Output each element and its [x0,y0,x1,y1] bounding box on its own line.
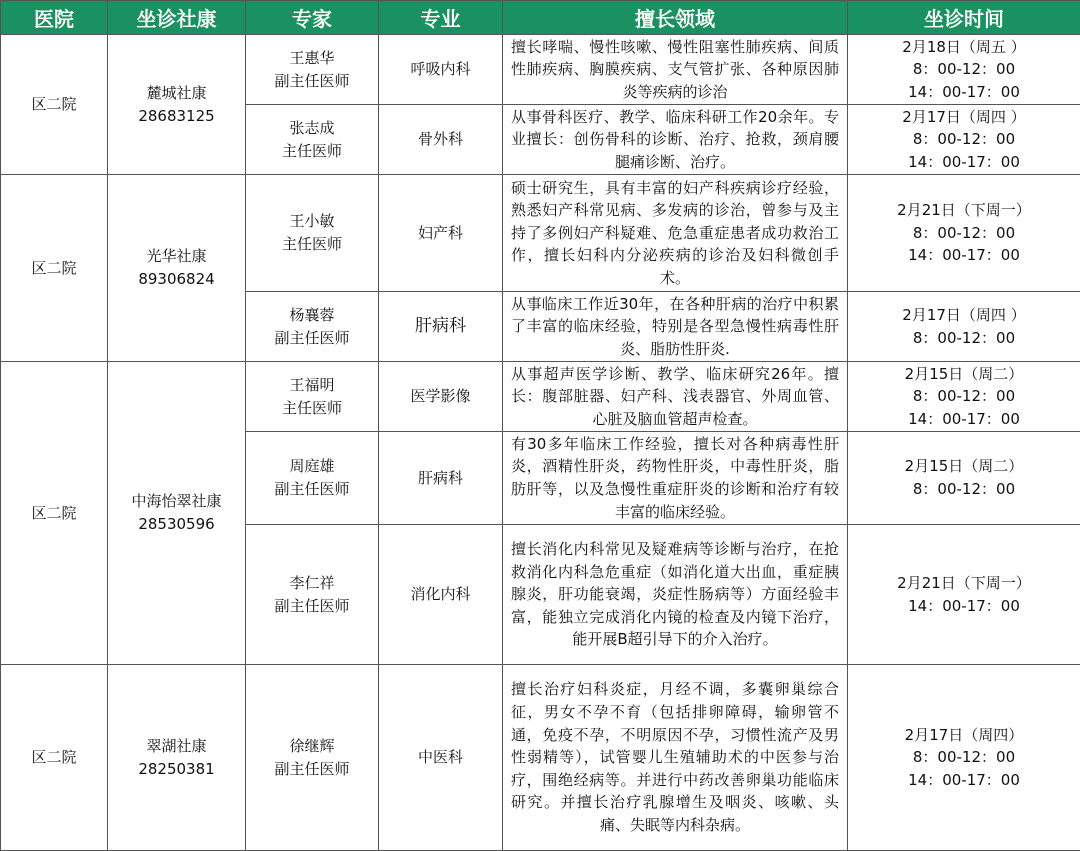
dept-cell: 消化内科 [379,525,503,665]
schedule-cell [848,105,1080,175]
schedule-cell [848,362,1080,432]
schedule-afternoon: 14：00-17：00 [852,244,1076,267]
expert-title: 副主任医师 [250,478,374,501]
schedule-afternoon: 14：00-17：00 [852,595,1076,618]
schedule-morning: 8：00-12：00 [852,478,1076,501]
schedule-afternoon: 14：00-17：00 [852,408,1076,431]
schedule-date: 2月21日（下周一） [852,572,1076,595]
specialty-cell: 从事超声医学诊断、教学、临床研究26年。擅长：腹部脏器、妇产科、浅表器官、外周血管、心脏及脑血管超声检查。 [503,362,848,432]
schedule-afternoon: 14：00-17：00 [852,81,1076,104]
hospital-cell: 区二院 [1,362,108,665]
specialty-cell: 从事骨科医疗、教学、临床科研工作20余年。专业擅长：创伤骨科的诊断、治疗、抢救，颈肩腰腿痛诊断、治疗。 [503,105,848,175]
schedule-cell [848,175,1080,292]
schedule-date: 2月15日（周二） [852,363,1076,386]
expert-cell [246,175,379,292]
expert-title: 主任医师 [250,233,374,256]
schedule-morning: 8：00-12：00 [852,327,1076,350]
expert-name: 王小敏 [250,210,374,233]
schedule-morning: 8：00-12：00 [852,746,1076,769]
hospital-cell: 区二院 [1,175,108,362]
community-name: 光华社康 [112,245,241,268]
schedule-date: 2月15日（周二） [852,455,1076,478]
expert-cell [246,362,379,432]
community-name: 翠湖社康 [112,735,241,758]
expert-title: 副主任医师 [250,327,374,350]
specialty-cell: 有30多年临床工作经验，擅长对各种病毒性肝炎，酒精性肝炎，药物性肝炎，中毒性肝炎，脂肪肝等，以及急慢性重症肝炎的诊断和治疗有较丰富的临床经验。 [503,432,848,525]
expert-title: 主任医师 [250,140,374,163]
expert-cell [246,432,379,525]
schedule-cell [848,432,1080,525]
expert-name: 王福明 [250,374,374,397]
specialty-cell: 从事临床工作近30年，在各种肝病的治疗中积累了丰富的临床经验，特别是各型急慢性病毒性肝炎、脂肪性肝炎. [503,292,848,362]
community-cell [108,362,246,665]
expert-cell [246,665,379,851]
community-name: 麓城社康 [112,82,241,105]
schedule-date: 2月17日（周四 ） [852,304,1076,327]
schedule-afternoon: 14：00-17：00 [852,151,1076,174]
community-phone: 28683125 [112,105,241,128]
community-cell [108,665,246,851]
dept-cell: 呼吸内科 [379,35,503,105]
specialty-cell: 擅长哮喘、慢性咳嗽、慢性阻塞性肺疾病、间质性肺疾病、胸膜疾病、支气管扩张、各种原因肺炎等疾病的诊治 [503,35,848,105]
expert-cell [246,292,379,362]
header-time: 坐诊时间 [848,1,1080,35]
table-row [1,665,1080,851]
community-cell [108,175,246,362]
schedule-date: 2月21日（下周一） [852,199,1076,222]
table-row [1,362,1080,432]
header-hospital: 医院 [1,1,108,35]
dept-cell: 妇产科 [379,175,503,292]
expert-name: 周庭雄 [250,455,374,478]
community-cell [108,35,246,175]
hospital-cell: 区二院 [1,665,108,851]
table-row [1,175,1080,292]
expert-name: 杨襄蓉 [250,304,374,327]
dept-cell: 中医科 [379,665,503,851]
schedule-cell [848,525,1080,665]
header-row [1,1,1080,35]
schedule-cell [848,665,1080,851]
schedule-morning: 8：00-12：00 [852,128,1076,151]
dept-cell: 骨外科 [379,105,503,175]
schedule-morning: 8：00-12：00 [852,385,1076,408]
header-community: 坐诊社康 [108,1,246,35]
expert-title: 副主任医师 [250,595,374,618]
schedule-date: 2月17日（周四） [852,724,1076,747]
expert-name: 王惠华 [250,47,374,70]
expert-cell [246,525,379,665]
dept-cell: 肝病科 [379,432,503,525]
schedule-date: 2月18日（周五 ） [852,36,1076,59]
expert-name: 李仁祥 [250,572,374,595]
table-row [1,35,1080,105]
expert-name: 张志成 [250,117,374,140]
header-specialty: 擅长领域 [503,1,848,35]
schedule-morning: 8：00-12：00 [852,222,1076,245]
expert-title: 副主任医师 [250,70,374,93]
expert-cell [246,105,379,175]
expert-name: 徐继辉 [250,735,374,758]
community-phone: 28530596 [112,513,241,536]
expert-title: 副主任医师 [250,758,374,781]
dept-cell: 肝病科 [379,292,503,362]
schedule-date: 2月17日（周四 ） [852,106,1076,129]
specialty-cell: 擅长消化内科常见及疑难病等诊断与治疗，在抢救消化内科急危重症（如消化道大出血，重症胰腺炎，肝功能衰竭，炎症性肠病等）方面经验丰富，能独立完成消化内镜的检查及内镜下治疗，能开展B超引导下的介入治疗。 [503,525,848,665]
specialty-cell: 硕士研究生，具有丰富的妇产科疾病诊疗经验，熟悉妇产科常见病、多发病的诊治，曾参与及主持了多例妇产科疑难、危急重症患者成功救治工作，擅长妇科内分泌疾病的诊治及妇科微创手术。 [503,175,848,292]
hospital-cell: 区二院 [1,35,108,175]
header-expert: 专家 [246,1,379,35]
schedule-afternoon: 14：00-17：00 [852,769,1076,792]
community-name: 中海怡翠社康 [112,490,241,513]
expert-cell [246,35,379,105]
header-dept: 专业 [379,1,503,35]
expert-title: 主任医师 [250,397,374,420]
community-phone: 89306824 [112,268,241,291]
schedule-morning: 8：00-12：00 [852,58,1076,81]
specialty-cell: 擅长治疗妇科炎症，月经不调，多囊卵巢综合征，男女不孕不育（包括排卵障碍，输卵管不通，免疫不孕，不明原因不孕，习惯性流产及男性弱精等），试管婴儿生殖辅助术的中医参与治疗，围绝经病等。并进行中药改善卵巢功能临床研究。并擅长治疗乳腺增生及咽炎、咳嗽、头痛、失眠等内科杂病。 [503,665,848,851]
community-phone: 28250381 [112,758,241,781]
schedule-cell [848,35,1080,105]
schedule-cell [848,292,1080,362]
dept-cell: 医学影像 [379,362,503,432]
